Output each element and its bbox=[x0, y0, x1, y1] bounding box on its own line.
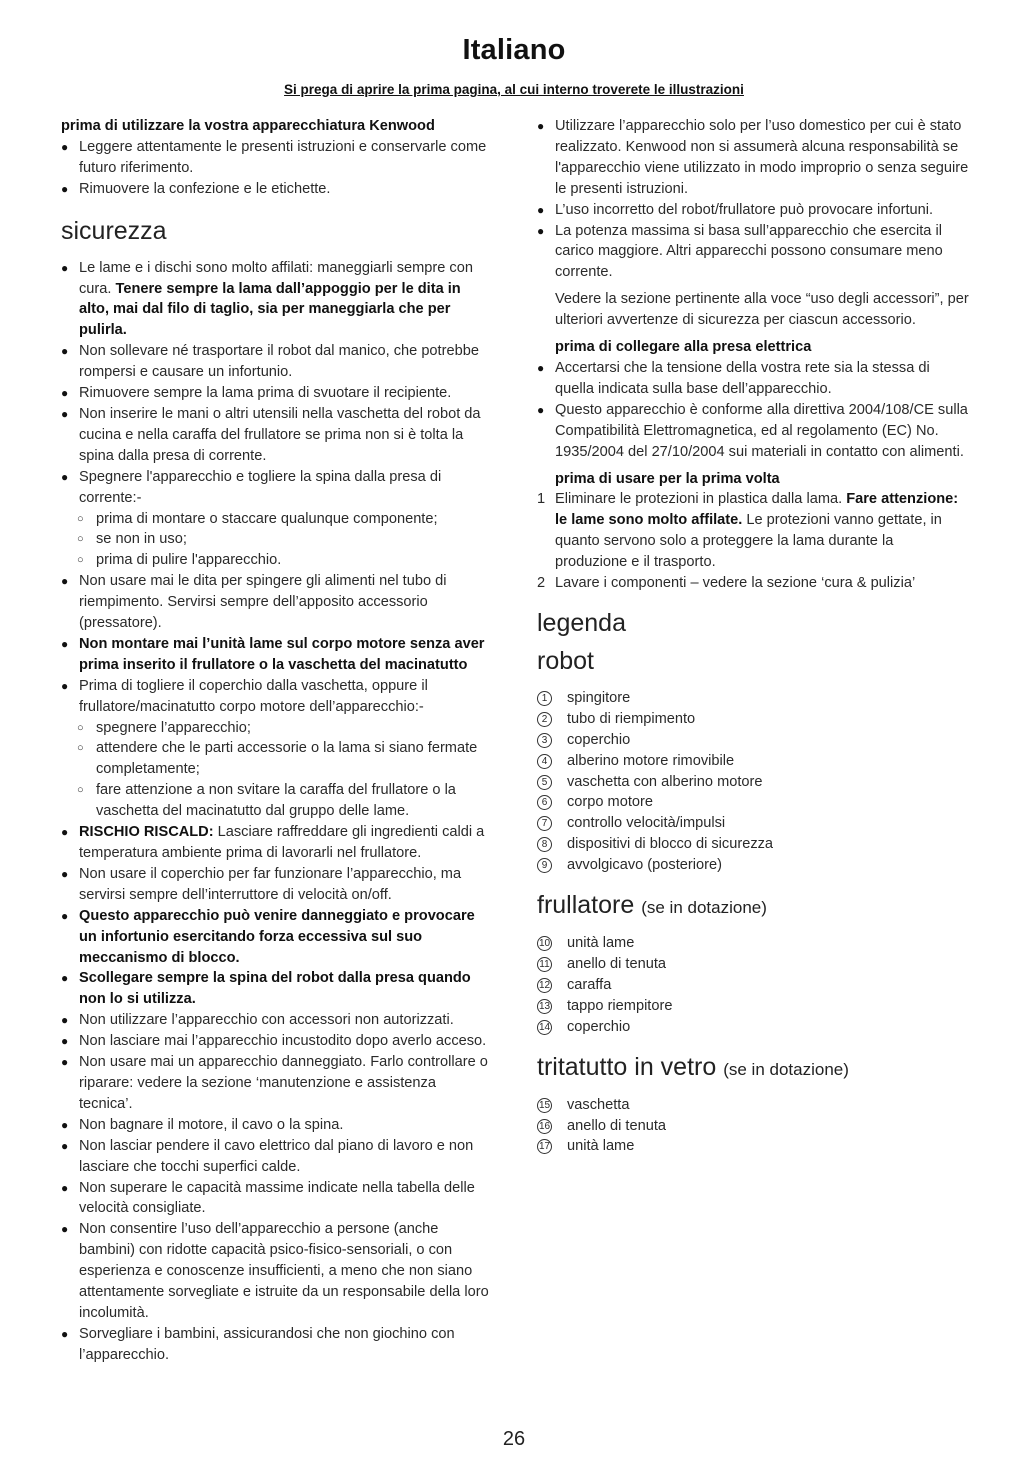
list-item: ● Non bagnare il motore, il cavo o la spina. bbox=[61, 1115, 493, 1136]
legend-label: unità lame bbox=[567, 1138, 635, 1155]
number-badge: 8 bbox=[537, 837, 552, 852]
number-badge: 5 bbox=[537, 775, 552, 790]
legend-item bbox=[537, 772, 969, 793]
bullet-icon: ● bbox=[61, 1326, 69, 1341]
legend-label: coperchio bbox=[567, 1018, 631, 1035]
circle-bullet-icon: ○ bbox=[77, 742, 84, 755]
bullet-icon: ● bbox=[61, 1222, 69, 1237]
list-item: ● Leggere attentamente le presenti istruzioni e conservarle come futuro riferimento. bbox=[61, 138, 487, 176]
list-item: ● RISCHIO RISCALD: Lasciare raffreddare gli ingredienti caldi a temperatura ambiente prima di lavorarli nel frullatore. bbox=[61, 824, 485, 861]
list-item: ● Utilizzare l’apparecchio solo per l’uso domestico per cui è stato realizzato. Kenwood non si assumerà alcuna responsabilità se l'apparecchio viene utilizzato in modo improprio o senza seguire le presenti istruzioni. bbox=[537, 118, 969, 197]
legend-item bbox=[537, 730, 969, 751]
bullet-icon: ● bbox=[61, 678, 69, 693]
list-item: ● Questo apparecchio è conforme alla direttiva 2004/108/CE sulla Compatibilità Elettromagnetica, ed al regolamento (EC) No. 1935/2004 del 27/10/2004 sui materiali in contatto con alimenti. bbox=[537, 401, 968, 460]
sub-list-item: ○ prima di montare o staccare qualunque componente; bbox=[61, 509, 493, 530]
circle-bullet-icon: ○ bbox=[77, 784, 84, 797]
legend-item bbox=[537, 975, 969, 996]
list-item: ● Non superare le capacità massime indicate nella tabella delle velocità consigliate. bbox=[61, 1179, 475, 1217]
bullet-icon: ● bbox=[61, 1034, 69, 1049]
bullet-icon: ● bbox=[61, 1117, 69, 1132]
legend-label: corpo motore bbox=[567, 794, 653, 811]
list-item: ● Non consentire l’uso dell’apparecchio a persone (anche bambini) con ridotte capacità psico-fisico-sensoriali, o con esperienza e conoscenze insufficienti, a meno che non siano attentamente sorvegliate e istruite da un responsabile della loro incolumità. bbox=[61, 1221, 489, 1321]
bullet-icon: ● bbox=[61, 181, 69, 196]
number-badge: 1 bbox=[537, 691, 552, 706]
bullet-icon: ● bbox=[61, 469, 69, 484]
list-item: ● Non montare mai l’unità lame sul corpo motore senza aver prima inserito il frullatore o la vaschetta del macinatutto bbox=[61, 635, 485, 673]
number-badge: 10 bbox=[538, 938, 551, 950]
right-column bbox=[537, 116, 969, 1157]
legend-item bbox=[537, 834, 969, 855]
circle-bullet-icon: ○ bbox=[77, 533, 84, 546]
list-item: ● Prima di togliere il coperchio dalla vaschetta, oppure il frullatore/macinatutto corpo motore dell’apparecchio:- bbox=[61, 677, 428, 715]
list-item: ● Questo apparecchio può venire danneggiato e provocare un infortunio esercitando forza eccessiva sul suo meccanismo di blocco. bbox=[61, 907, 475, 966]
bullet-icon: ● bbox=[537, 360, 545, 375]
number-badge: 17 bbox=[538, 1141, 551, 1153]
legend-label: unità lame bbox=[567, 935, 635, 952]
bullet-icon: ● bbox=[61, 1138, 69, 1153]
bullet-icon: ● bbox=[61, 406, 69, 421]
list-item: ● Spegnere l'apparecchio e togliere la spina dalla presa di corrente:- bbox=[61, 468, 442, 506]
number-badge: 9 bbox=[537, 858, 552, 873]
legend-item bbox=[537, 1017, 969, 1038]
legend-item bbox=[537, 954, 969, 975]
legend-label: coperchio bbox=[567, 731, 631, 748]
intro-heading: prima di utilizzare la vostra apparecchiatura Kenwood bbox=[61, 118, 435, 134]
sub-list-item: ○ se non in uso; bbox=[61, 529, 493, 550]
legend-item bbox=[537, 855, 969, 876]
first-use-heading: prima di usare per la prima volta bbox=[555, 470, 780, 487]
bullet-icon: ● bbox=[61, 908, 69, 923]
legend-label: anello di tenuta bbox=[567, 1117, 666, 1134]
legend-label: tubo di riempimento bbox=[567, 710, 696, 727]
bullet-icon: ● bbox=[537, 119, 545, 133]
list-item: ● Rimuovere sempre la lama prima di svuotare il recipiente. bbox=[61, 383, 493, 404]
legend-item bbox=[537, 751, 969, 772]
section-heading-robot: robot bbox=[537, 646, 594, 675]
legend-label: tappo riempitore bbox=[567, 997, 673, 1014]
legend-label: vaschetta con alberino motore bbox=[567, 773, 763, 790]
bullet-icon: ● bbox=[61, 574, 69, 589]
sub-list-item: ○ attendere che le parti accessorie o la lama si siano fermate completamente; bbox=[77, 740, 478, 778]
bullet-icon: ● bbox=[61, 1055, 69, 1070]
section-heading-legenda: legenda bbox=[537, 608, 626, 637]
bullet-icon: ● bbox=[61, 1013, 69, 1028]
list-item: ● L’uso incorretto del robot/frullatore può provocare infortuni. bbox=[537, 200, 969, 221]
legend-label: avvolgicavo (posteriore) bbox=[567, 857, 722, 874]
sub-list-item: ○ prima di pulire l'apparecchio. bbox=[61, 550, 493, 571]
section-heading-tritatutto: tritatutto in vetro (se in dotazione) bbox=[537, 1052, 849, 1081]
legend-item bbox=[537, 1095, 969, 1116]
number-badge: 3 bbox=[537, 733, 552, 748]
bullet-icon: ● bbox=[61, 825, 69, 840]
legend-item bbox=[537, 1116, 969, 1137]
number-badge: 16 bbox=[538, 1120, 551, 1132]
list-item: ● Non usare il coperchio per far funzionare l’apparecchio, ma servirsi sempre dell’interruttore di velocità on/off. bbox=[61, 865, 462, 903]
accessory-note: Vedere la sezione pertinente alla voce “uso degli accessori”, per ulteriori avvertenze di sicurezza per ciascun accessorio. bbox=[555, 291, 969, 329]
page-title: Italiano bbox=[462, 34, 566, 66]
legend-label: alberino motore rimovibile bbox=[567, 752, 735, 769]
legend-item bbox=[537, 1136, 969, 1157]
number-badge: 7 bbox=[537, 816, 552, 831]
bullet-icon: ● bbox=[61, 260, 69, 275]
bullet-icon: ● bbox=[61, 866, 69, 881]
sub-list-item: ○ fare attenzione a non svitare la caraffa del frullatore o la vaschetta del macinatutto dal gruppo delle lame. bbox=[77, 782, 456, 820]
legend-item bbox=[537, 688, 969, 709]
numbered-step: 1 Eliminare le protezioni in plastica dalla lama. Fare attenzione: le lame sono molto affilate. Le protezioni vanno gettate, in quanto servono solo a proteggere la lama durante la produzione e il trasporto. bbox=[537, 491, 959, 571]
list-item: ● La potenza massima si basa sull’apparecchio che esercita il carico maggiore. Altri apparecchi possono consumare meno corrente. bbox=[537, 222, 943, 281]
list-item: ● Rimuovere la confezione e le etichette. bbox=[61, 179, 493, 200]
number-badge: 15 bbox=[538, 1099, 551, 1111]
list-item: ● Non utilizzare l’apparecchio con accessori non autorizzati. bbox=[61, 1010, 493, 1031]
page-subtitle: Si prega di aprire la prima pagina, al cui interno troverete le illustrazioni bbox=[284, 82, 744, 97]
list-item: ● Non lasciare mai l’apparecchio incustodito dopo averlo acceso. bbox=[61, 1031, 493, 1052]
bullet-icon: ● bbox=[537, 402, 545, 417]
legend-item bbox=[537, 933, 969, 954]
section-heading-sicurezza: sicurezza bbox=[61, 216, 167, 245]
bullet-icon: ● bbox=[61, 636, 69, 651]
number-badge: 14 bbox=[538, 1021, 551, 1033]
bullet-icon: ● bbox=[61, 971, 69, 986]
bullet-icon: ● bbox=[537, 202, 545, 217]
list-item: ● Non usare mai le dita per spingere gli alimenti nel tubo di riempimento. Servirsi sempre dell’apposito accessorio (pressatore). bbox=[61, 573, 447, 632]
bullet-icon: ● bbox=[61, 386, 69, 401]
circle-bullet-icon: ○ bbox=[77, 512, 84, 525]
plug-heading: prima di collegare alla presa elettrica bbox=[555, 339, 812, 356]
legend-item bbox=[537, 792, 969, 813]
list-item: ● Scollegare sempre la spina del robot dalla presa quando non lo si utilizza. bbox=[61, 970, 471, 1008]
circle-bullet-icon: ○ bbox=[77, 721, 84, 734]
list-item: ● Non inserire le mani o altri utensili nella vaschetta del robot da cucina e nella caraffa del frullatore se prima non si è tolta la spina dalla presa di corrente. bbox=[61, 405, 481, 464]
page-number: 26 bbox=[502, 1428, 526, 1450]
legend-label: controllo velocità/impulsi bbox=[567, 815, 726, 832]
number-badge: 11 bbox=[537, 957, 552, 972]
numbered-step: 2 Lavare i componenti – vedere la sezione ‘cura & pulizia’ bbox=[537, 575, 916, 592]
left-column bbox=[61, 116, 493, 1366]
legend-item bbox=[537, 709, 969, 730]
bullet-icon: ● bbox=[61, 139, 69, 154]
bullet-icon: ● bbox=[537, 223, 545, 238]
legend-label: dispositivi di blocco di sicurezza bbox=[567, 836, 774, 853]
bullet-icon: ● bbox=[61, 1180, 69, 1195]
list-item: ● Sorvegliare i bambini, assicurandosi che non giochino con l’apparecchio. bbox=[61, 1325, 455, 1363]
legend-label: anello di tenuta bbox=[567, 956, 666, 972]
legend-label: spingitore bbox=[567, 689, 631, 706]
number-badge: 12 bbox=[538, 979, 551, 991]
section-heading-frullatore: frullatore (se in dotazione) bbox=[537, 891, 767, 920]
legend-label: vaschetta bbox=[567, 1096, 630, 1113]
sub-list-item: ○ spegnere l’apparecchio; bbox=[61, 718, 493, 739]
list-item: ● Non sollevare né trasportare il robot dal manico, che potrebbe rompersi e causare un infortunio. bbox=[61, 343, 479, 381]
legend-item bbox=[537, 996, 969, 1017]
legend-label: caraffa bbox=[567, 976, 612, 993]
list-item: ● Non usare mai un apparecchio danneggiato. Farlo controllare o riparare: vedere la sezione ‘manutenzione e assistenza tecnica’. bbox=[61, 1054, 488, 1112]
number-badge: 4 bbox=[537, 754, 552, 769]
number-badge: 13 bbox=[538, 1000, 551, 1012]
list-item: ● Accertarsi che la tensione della vostra rete sia la stessa di quella indicata sulla base dell’apparecchio. bbox=[537, 359, 930, 397]
list-item: ● Le lame e i dischi sono molto affilati: maneggiarli sempre con cura. Tenere sempre la lama dall’appoggio per le dita in alto, mai dal filo di taglio, sia per maneggiarla che per pulirla. bbox=[61, 259, 473, 339]
number-badge: 2 bbox=[537, 712, 552, 727]
bullet-icon: ● bbox=[61, 344, 69, 359]
list-item: ● Non lasciar pendere il cavo elettrico dal piano di lavoro e non lasciare che tocchi superfici calde. bbox=[61, 1137, 474, 1175]
legend-item bbox=[537, 813, 969, 834]
circle-bullet-icon: ○ bbox=[77, 554, 84, 567]
number-badge: 6 bbox=[537, 795, 552, 810]
